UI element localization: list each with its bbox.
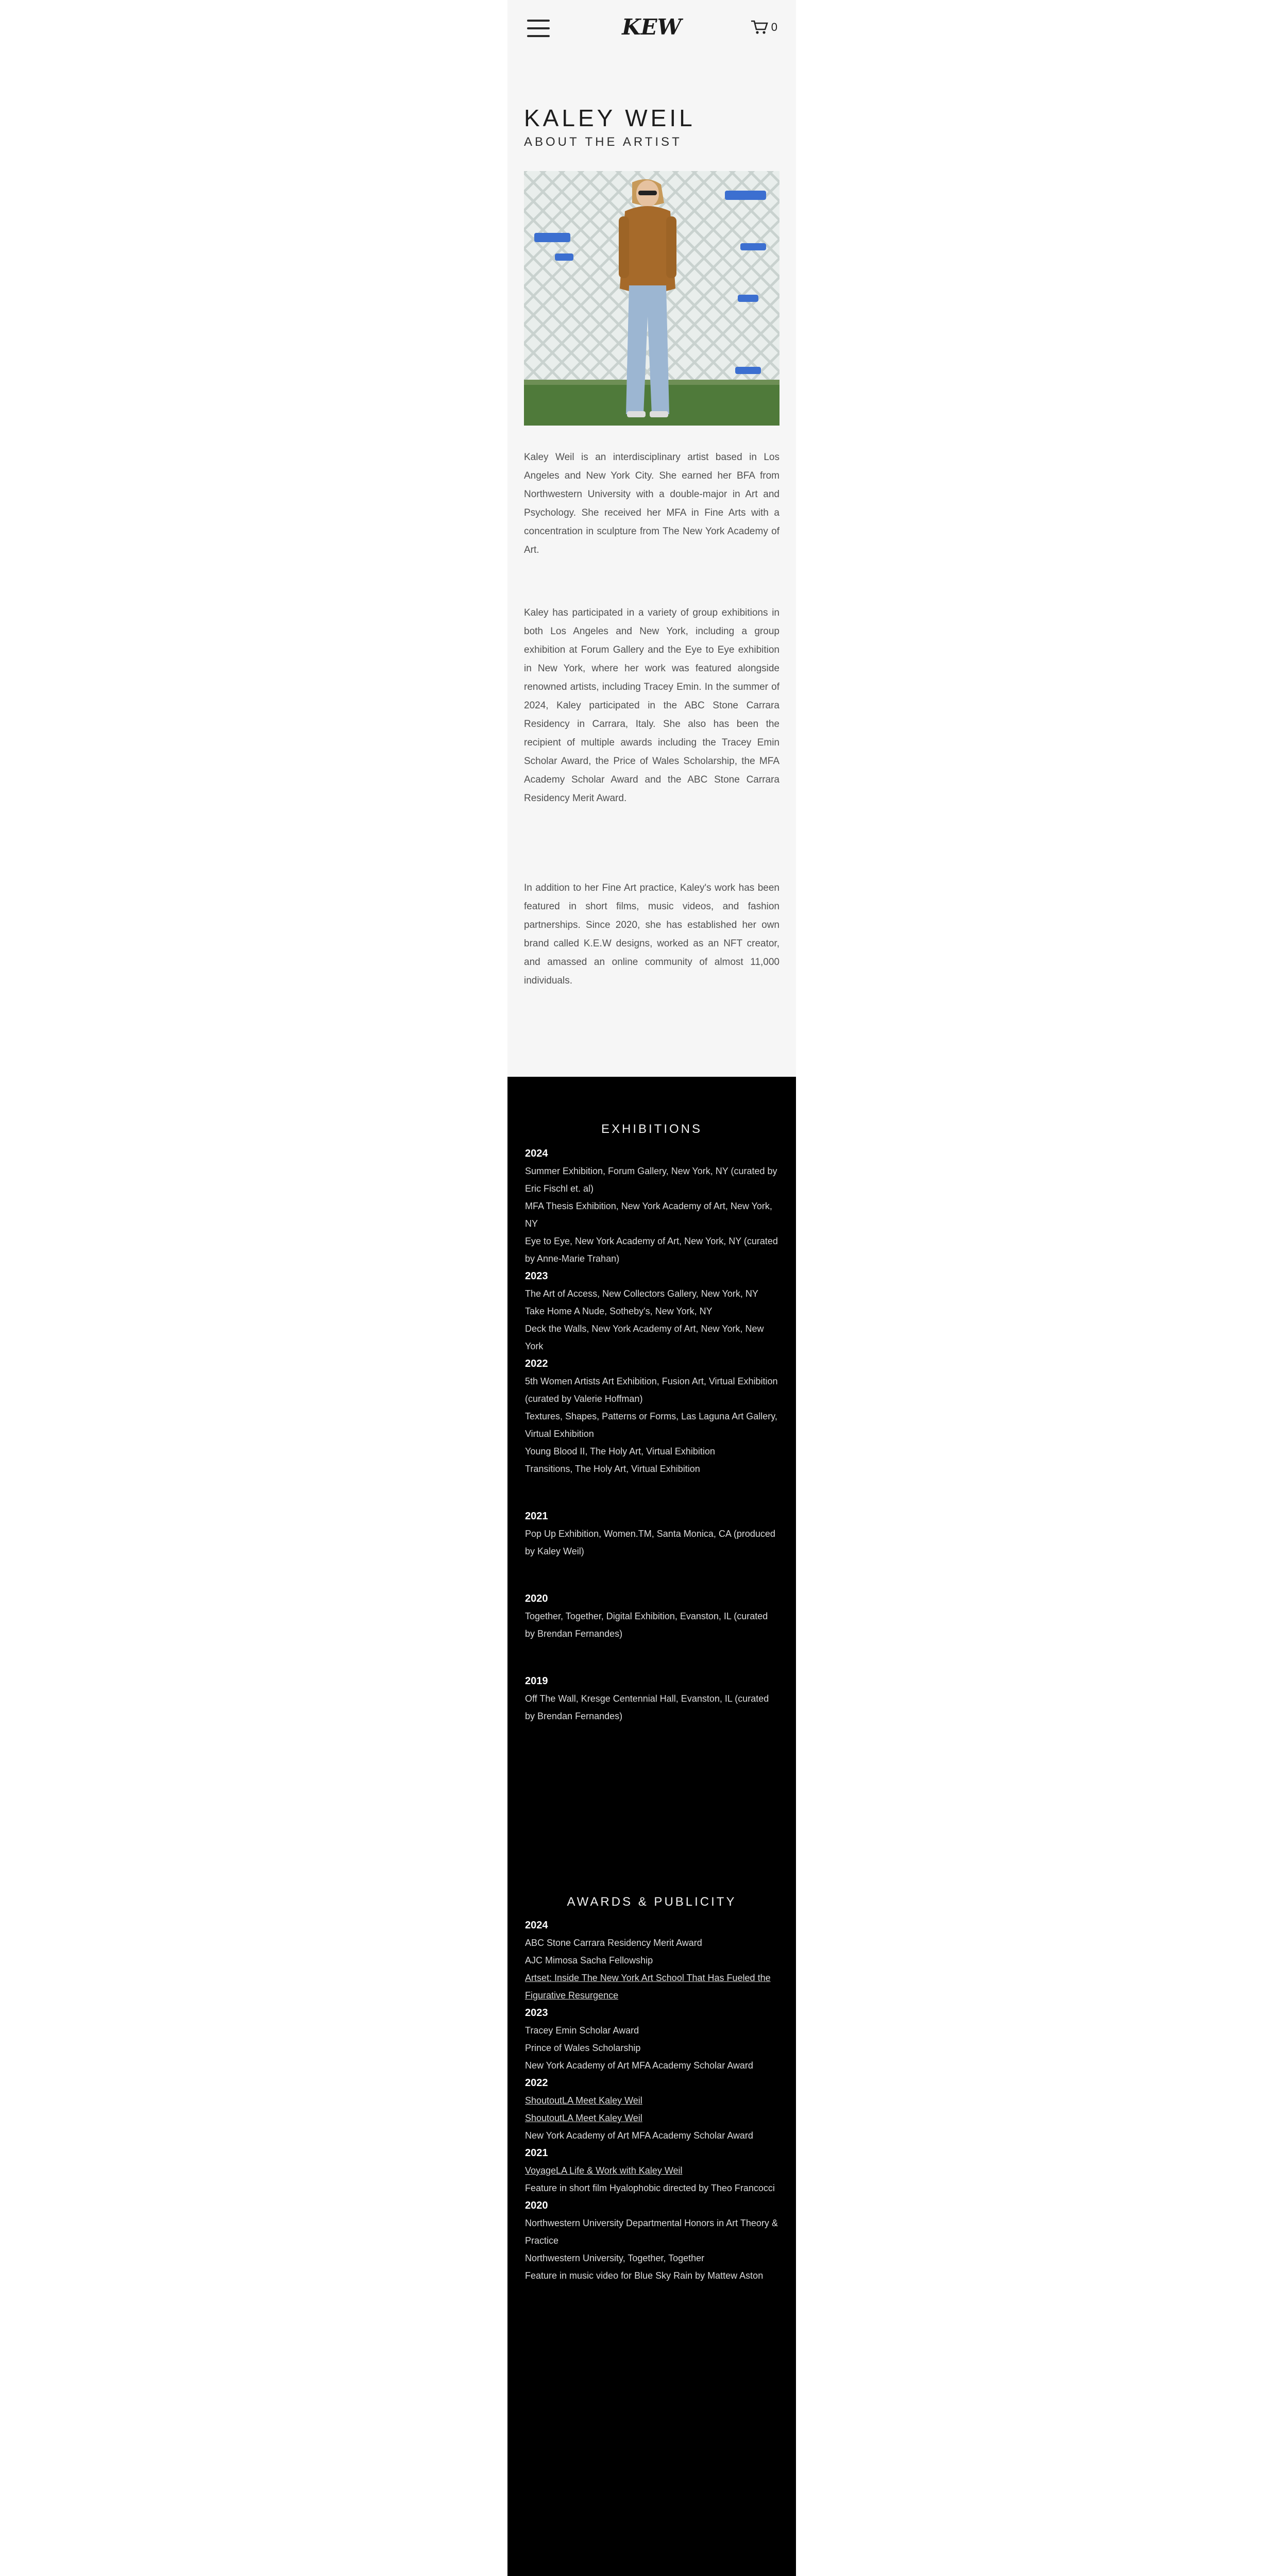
- awards-year-2024: [525, 1917, 779, 2004]
- awards-year-2023: [525, 2004, 779, 2074]
- press-link-shoutoutla-2[interactable]: ShoutoutLA Meet Kaley Weil: [525, 2113, 642, 2123]
- exhibition-item: Summer Exhibition, Forum Gallery, New York, NY (curated by Eric Fischl et. al): [525, 1166, 777, 1194]
- year-label: 2019: [525, 1675, 548, 1687]
- site-logo[interactable]: KEW: [622, 14, 682, 40]
- exhibitions-year-2021: [525, 1507, 779, 1560]
- exhibitions-year-2019: [525, 1672, 779, 1725]
- awards-list: [525, 1917, 779, 2284]
- cart-button[interactable]: [751, 20, 777, 35]
- exhibition-item: Take Home A Nude, Sotheby's, New York, NY: [525, 1306, 713, 1316]
- about-paragraph-3: In addition to her Fine Art practice, Kaley's work has been featured in short films, music videos, and fashion partnerships. Since 2020, she has established her own brand called K.E.W designs, worked as an NFT creator, and amassed an online community of almost 11,000 individuals.: [524, 883, 779, 986]
- year-label: 2022: [525, 1358, 548, 1369]
- year-label: 2022: [525, 2077, 548, 2089]
- award-item: ABC Stone Carrara Residency Merit Award: [525, 1938, 702, 1948]
- exhibition-item: 5th Women Artists Art Exhibition, Fusion Art, Virtual Exhibition (curated by Valerie Hoffman): [525, 1376, 778, 1404]
- exhibitions-year-2024: [525, 1145, 779, 1267]
- press-link-voyagela[interactable]: VoyageLA Life & Work with Kaley Weil: [525, 2165, 683, 2176]
- award-item: Northwestern University, Together, Together: [525, 2253, 705, 2263]
- exhibition-item: Transitions, The Holy Art, Virtual Exhibition: [525, 1464, 700, 1474]
- year-label: 2020: [525, 1593, 548, 1604]
- year-label: 2024: [525, 1148, 548, 1159]
- award-item: Feature in music video for Blue Sky Rain by Mattew Aston: [525, 2270, 764, 2281]
- awards-heading: AWARDS & PUBLICITY: [567, 1895, 737, 1909]
- artist-name: KALEY WEIL: [524, 105, 696, 131]
- about-subtitle: ABOUT THE ARTIST: [524, 135, 682, 149]
- award-item: New York Academy of Art MFA Academy Scholar Award: [525, 2060, 753, 2071]
- cart-count: 0: [771, 21, 777, 33]
- exhibitions-list: [525, 1145, 779, 1725]
- exhibition-item: Young Blood II, The Holy Art, Virtual Exhibition: [525, 1446, 715, 1456]
- exhibitions-year-2022: [525, 1355, 779, 1478]
- press-link-artset[interactable]: Artset: Inside The New York Art School That Has Fueled the Figurative Resurgence: [525, 1973, 771, 2001]
- award-item: Tracey Emin Scholar Award: [525, 2025, 639, 2036]
- exhibitions-heading: EXHIBITIONS: [601, 1122, 703, 1136]
- awards-year-2022: [525, 2074, 779, 2144]
- exhibition-item: Eye to Eye, New York Academy of Art, New York, NY (curated by Anne-Marie Trahan): [525, 1236, 778, 1264]
- exhibition-item: Off The Wall, Kresge Centennial Hall, Evanston, IL (curated by Brendan Fernandes): [525, 1693, 769, 1721]
- site-header: [507, 0, 796, 57]
- award-item: Prince of Wales Scholarship: [525, 2043, 641, 2053]
- press-link-shoutoutla-1[interactable]: ShoutoutLA Meet Kaley Weil: [525, 2095, 642, 2106]
- awards-year-2020: [525, 2197, 779, 2284]
- cv-section: [507, 1077, 796, 2576]
- year-label: 2021: [525, 1511, 548, 1522]
- award-item: New York Academy of Art MFA Academy Scholar Award: [525, 2130, 753, 2141]
- exhibitions-year-2023: [525, 1267, 779, 1355]
- exhibition-item: MFA Thesis Exhibition, New York Academy of Art, New York, NY: [525, 1201, 772, 1229]
- artist-photo: [524, 171, 779, 426]
- exhibition-item: The Art of Access, New Collectors Gallery, New York, NY: [525, 1289, 758, 1299]
- exhibition-item: Together, Together, Digital Exhibition, Evanston, IL (curated by Brendan Fernandes): [525, 1611, 768, 1639]
- exhibition-item: Deck the Walls, New York Academy of Art, New York, New York: [525, 1324, 764, 1351]
- award-item: Feature in short film Hyalophobic directed by Theo Francocci: [525, 2183, 775, 2193]
- award-item: AJC Mimosa Sacha Fellowship: [525, 1955, 653, 1965]
- awards-year-2021: [525, 2144, 779, 2197]
- year-label: 2023: [525, 1270, 548, 1282]
- exhibitions-year-2020: [525, 1590, 779, 1642]
- about-paragraph-2: Kaley has participated in a variety of group exhibitions in both Los Angeles and New York, including a group exhibition at Forum Gallery and the Eye to Eye exhibition in New York, where her work was featured alongside renowned artists, including Tracey Emin. In the summer of 2024, Kaley participated in the ABC Stone Carrara Residency in Carrara, Italy. She also has been the recipient of multiple awards including the Tracey Emin Scholar Award, the Price of Wales Scholarship, the MFA Academy Scholar Award and the ABC Stone Carrara Residency Merit Award.: [524, 607, 779, 804]
- year-label: 2021: [525, 2147, 548, 2159]
- year-label: 2020: [525, 2200, 548, 2211]
- cart-icon: [751, 20, 768, 35]
- year-label: 2024: [525, 1920, 548, 1931]
- exhibition-item: Pop Up Exhibition, Women.TM, Santa Monica, CA (produced by Kaley Weil): [525, 1529, 775, 1556]
- award-item: Northwestern University Departmental Honors in Art Theory & Practice: [525, 2218, 778, 2246]
- exhibition-item: Textures, Shapes, Patterns or Forms, Las Laguna Art Gallery, Virtual Exhibition: [525, 1411, 777, 1439]
- about-artist-section: [507, 57, 796, 1077]
- about-paragraph-1: Kaley Weil is an interdisciplinary artist based in Los Angeles and New York City. She earned her BFA from Northwestern University with a double-major in Art and Psychology. She received her MFA in Fine Arts with a concentration in sculpture from The New York Academy of Art.: [524, 452, 779, 555]
- year-label: 2023: [525, 2007, 548, 2019]
